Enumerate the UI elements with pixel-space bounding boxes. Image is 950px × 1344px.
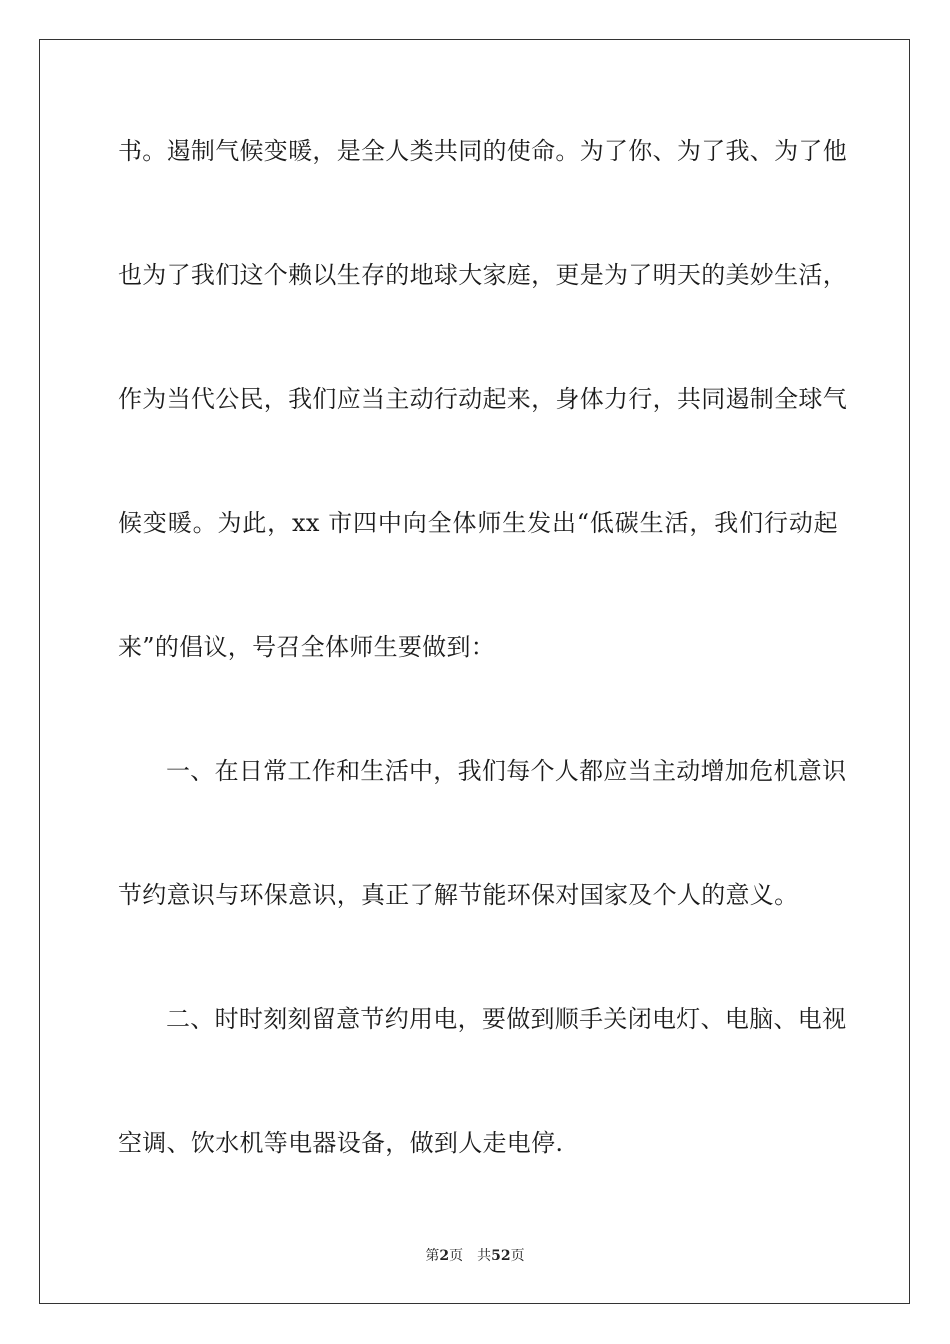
- total-suffix: 页: [510, 1248, 525, 1264]
- paragraph-line: 二、时时刻刻留意节约用电，要做到顺手关闭电灯、电脑、电视: [166, 1005, 847, 1033]
- page-current: 2: [439, 1248, 450, 1264]
- page-total: 52: [491, 1248, 511, 1264]
- paragraph-line: 节约意识与环保意识，真正了解节能环保对国家及个人的意义。: [118, 881, 799, 909]
- paragraph-line: 一、在日常工作和生活中，我们每个人都应当主动增加危机意识: [166, 757, 847, 785]
- page-footer: [0, 1246, 950, 1266]
- paragraph-line: 也为了我们这个赖以生存的地球大家庭，更是为了明天的美妙生活，: [118, 261, 847, 289]
- paragraph-line: 空调、饮水机等电器设备，做到人走电停.: [118, 1129, 564, 1157]
- total-prefix: 共: [477, 1248, 492, 1264]
- paragraph-line: 候变暖。为此，xx 市四中向全体师生发出“低碳生活，我们行动起: [118, 509, 838, 537]
- paragraph-line: 作为当代公民，我们应当主动行动起来，身体力行，共同遏制全球气: [118, 385, 847, 413]
- page-suffix: 页: [449, 1248, 464, 1264]
- page-border: [39, 39, 910, 1304]
- page-prefix: 第: [425, 1248, 440, 1264]
- paragraph-line: 书。遏制气候变暖，是全人类共同的使命。为了你、为了我、为了他: [118, 137, 847, 165]
- paragraph-line: 来”的倡议，号召全体师生要做到：: [118, 633, 496, 661]
